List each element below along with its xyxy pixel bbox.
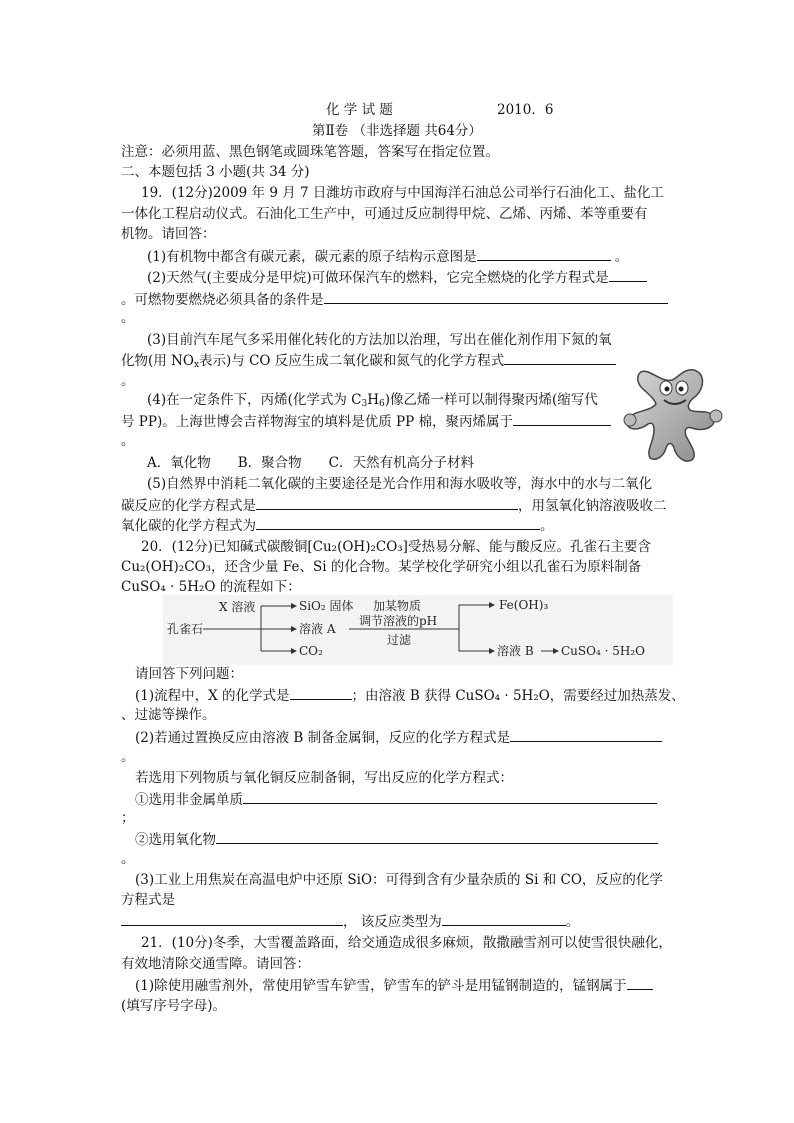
q19-part2b-text: 。可燃物要燃烧必须具备的条件是 [121, 292, 324, 308]
answer-blank-20-3a[interactable] [121, 911, 343, 926]
q20-part1a [135, 685, 685, 706]
q20-part2 [135, 727, 662, 748]
exam-date: 2010．6 [497, 102, 554, 118]
q19-part4a-mid: H [367, 392, 380, 408]
q21-part1-text: (1)除使用融雪剂外，常使用铲雪车铲雪，铲雪车的铲斗是用锰钢制造的，锰钢属于 [135, 978, 627, 994]
answer-blank-20-opt2[interactable] [216, 829, 658, 844]
q19-part5c-text: 氧化碳的化学方程式为 [121, 518, 256, 534]
q19-part4-end: 。 [121, 433, 135, 449]
q20-option1 [135, 789, 657, 810]
answer-blank-21-1[interactable] [627, 975, 653, 990]
q20-part3b: 方程式是 [121, 892, 175, 908]
q20-line3: CuSO₄ · 5H₂O 的流程如下： [121, 579, 301, 595]
q21-part1b: (填写序号字母)。 [121, 998, 227, 1014]
answer-blank-19-4[interactable] [513, 411, 611, 426]
flow-start: 孔雀石 [167, 622, 204, 636]
q20-part3c-mid: ， 该反应类型为 [343, 914, 442, 930]
answer-blank-19-2a[interactable] [609, 267, 647, 282]
q20-part3a: (3)工业上用焦炭在高温电炉中还原 SiO：可得到含有少量杂质的 Si 和 CO，反应的化学 [135, 872, 663, 888]
q20-line2: Cu₂(OH)₂CO₃，还含少量 Fe、Si 的化合物。某学校化学研究小组以孔雀石为原料制备 [121, 559, 642, 575]
q19-part1 [147, 246, 628, 267]
haibao-mascot-image [620, 358, 732, 470]
q19-options: A．氧化物 B．聚合物 C．天然有机高分子材料 [147, 455, 474, 471]
q19-line1: 19．(12分)2009 年 9 月 7 日潍坊市政府与中国海洋石油总公司举行石油化工、盐化工 [141, 185, 664, 201]
answer-blank-19-3[interactable] [504, 350, 616, 365]
q19-part5c [121, 515, 554, 536]
q19-part4b-text: 号 PP)。上海世博会吉祥物海宝的填料是优质 PP 棉，聚丙烯属于 [121, 414, 513, 430]
q19-part5a: (5)自然界中消耗二氧化碳的主要途径是光合作用和海水吸收等，海水中的水与二氧化 [147, 476, 653, 492]
answer-blank-20-3b[interactable] [442, 911, 566, 926]
section-title: 第Ⅱ卷 （非选择题 共64分） [312, 123, 482, 139]
q19-part4a-sub2: 6 [379, 399, 385, 409]
flow-filter: 过滤 [387, 633, 412, 647]
answer-blank-19-2b[interactable] [324, 289, 668, 304]
q19-part5b [121, 495, 667, 516]
part-heading: 二、本题包括 3 小题(共 34 分) [121, 164, 310, 180]
flow-x-solution: X 溶液 [219, 600, 256, 614]
q19-part4a-pre: (4)在一定条件下，丙烯(化学式为 C [147, 392, 362, 408]
q19-part4b [121, 411, 611, 432]
q21-part1 [135, 975, 653, 996]
q19-part3a: (3)目前汽车尾气多采用催化转化的方法加以治理，写出在催化剂作用下氮的氧 [147, 332, 612, 348]
q20-part3c-end: 。 [565, 914, 580, 930]
flow-add-substance: 加某物质 [373, 599, 422, 613]
q19-part3b-post: 表示)与 CO 反应生成二氧化碳和氮气的化学方程式 [199, 353, 505, 369]
q20-option2-text: ②选用氧化物 [135, 832, 216, 848]
q20-ask: 请回答下列问题： [135, 666, 243, 682]
q19-part4a [147, 390, 598, 410]
notice: 注意：必须用蓝、黑色钢笔或圆珠笔答题，答案写在指定位置。 [121, 144, 499, 160]
flow-solution-b: 溶液 B [497, 644, 534, 658]
q19-part2-end: 。 [121, 310, 135, 326]
answer-blank-19-1[interactable] [477, 246, 611, 261]
q19-line3: 机物。请回答： [121, 226, 216, 242]
answer-blank-20-2[interactable] [510, 727, 662, 742]
q19-part3-end: 。 [121, 373, 135, 389]
q20-part2-text: (2)若通过置换反应由溶液 B 制备金属铜，反应的化学方程式是 [135, 730, 511, 746]
q20-part3c [121, 911, 579, 932]
q21-line2: 有效地清除交通雪障。请回答： [121, 956, 310, 972]
q20-part2-end: 。 [121, 749, 135, 765]
q19-part4a-sub1: 3 [361, 399, 368, 409]
q19-part3b [121, 350, 616, 371]
q20-option1-text: ①选用非金属单质 [135, 792, 243, 808]
flow-sio2: SiO₂ 固体 [299, 599, 354, 613]
page-title: 化 学 试 题 [326, 102, 393, 118]
process-flow-diagram [163, 595, 673, 665]
q20-option1-end: ； [121, 810, 135, 826]
q20-option2 [135, 829, 658, 850]
answer-blank-20-1[interactable] [290, 685, 352, 700]
q19-part2-text: (2)天然气(主要成分是甲烷)可做环保汽车的燃料，它完全燃烧的化学方程式是 [147, 270, 609, 286]
q20-part1a-text: (1)流程中，X 的化学式是 [135, 688, 290, 704]
q19-part5b-post: ，用氢氧化钠溶液吸收二 [518, 498, 667, 514]
q20-part1a-post: ；由溶液 B 获得 CuSO₄ · 5H₂O，需要经过加热蒸发、 [351, 688, 685, 704]
answer-blank-20-opt1[interactable] [243, 789, 657, 804]
q21-line1: 21．(10分)冬季，大雪覆盖路面，给交通造成很多麻烦，散撒融雪剂可以使雪很快融化， [141, 935, 672, 951]
q20-part2c: 若选用下列物质与氧化铜反应制备铜，写出反应的化学方程式： [135, 770, 513, 786]
q19-part3b-pre: 化物(用 NO [121, 353, 194, 369]
flow-solution-a: 溶液 A [299, 622, 336, 636]
flow-adjust-ph: 调节溶液的pH [359, 614, 438, 628]
q19-part1-text: (1)有机物中都含有碳元素，碳元素的原子结构示意图是 [147, 249, 477, 265]
q20-part1b: 、过滤等操作。 [121, 707, 216, 723]
q19-part2 [147, 267, 647, 288]
flow-co2: CO₂ [299, 644, 323, 658]
q19-part1-end: 。 [614, 249, 629, 265]
q20-option2-end: 。 [121, 851, 135, 867]
q19-part3b-sub: x [193, 360, 200, 370]
q20-line1: 20．(12分)已知碱式碳酸铜[Cu₂(OH)₂CO₃]受热易分解、能与酸反应。孔雀石主要含 [141, 539, 651, 555]
q19-part4a-post: )像乙烯一样可以制得聚丙烯(缩写代 [384, 392, 598, 408]
answer-blank-19-5b[interactable] [256, 515, 540, 530]
q19-line2: 一体化工程启动仪式。石油化工生产中，可通过反应制得甲烷、乙烯、丙烯、苯等重要有 [121, 206, 648, 222]
answer-blank-19-5a[interactable] [256, 495, 518, 510]
flow-product: CuSO₄ · 5H₂O [561, 644, 645, 658]
q19-part5-end: 。 [540, 518, 554, 534]
q19-part5b-pre: 碳反应的化学方程式是 [121, 498, 256, 514]
q19-part2b [121, 289, 668, 310]
flow-feoh3: Fe(OH)₃ [499, 598, 549, 612]
